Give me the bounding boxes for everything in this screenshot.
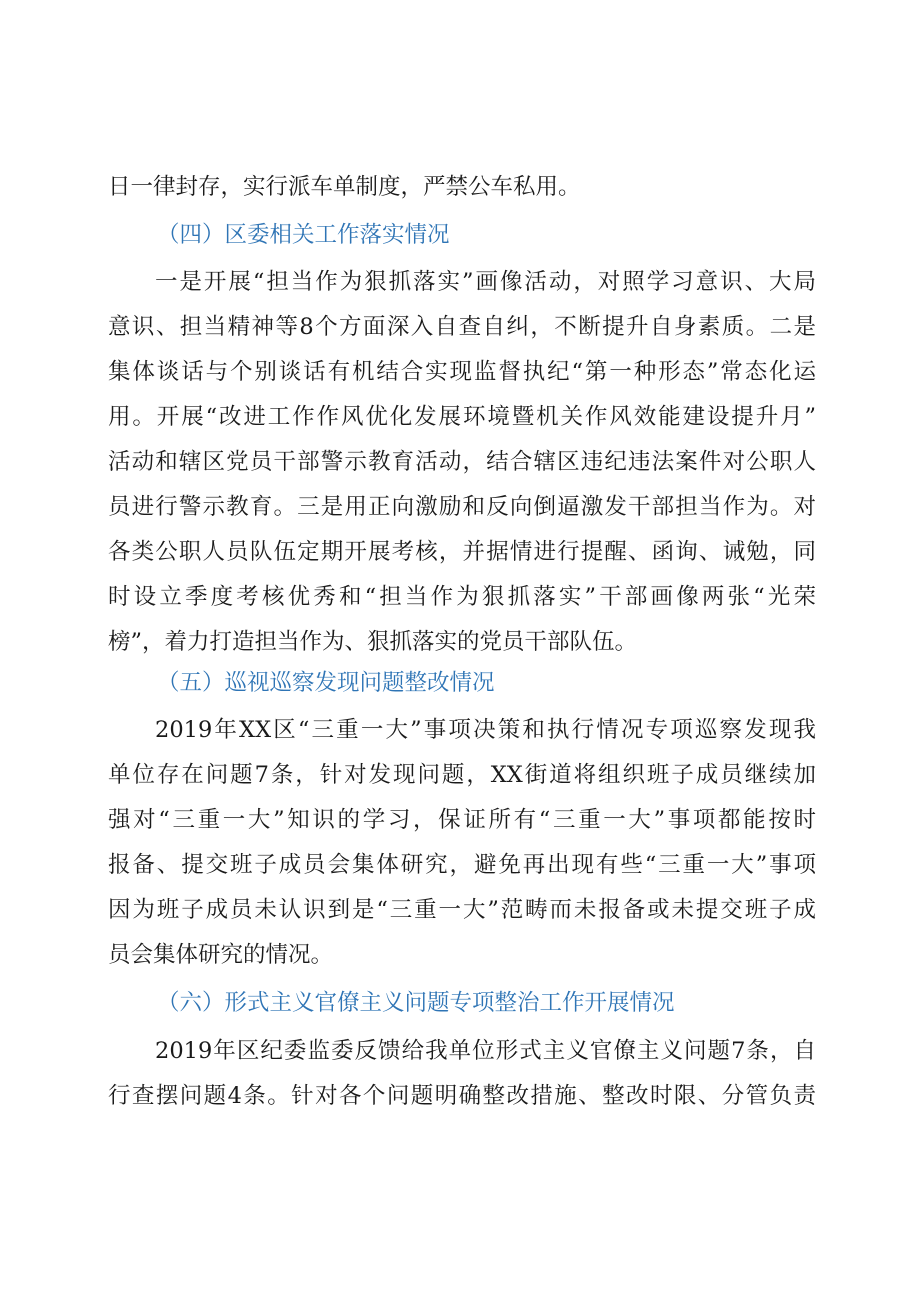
paragraph-line: 日一律封存，实行派车单制度，严禁公车私用。 xyxy=(108,174,581,200)
paragraph-line: 时设立季度考核优秀和“担当作为狠抓落实”干部画像两张“光荣 xyxy=(108,584,816,610)
paragraph-line: 意识、担当精神等8个方面深入自查自纠，不断提升自身素质。二是 xyxy=(108,314,816,340)
section-heading-6: （六）形式主义官僚主义问题专项整治工作开展情况 xyxy=(157,990,675,1016)
paragraph-line: 单位存在问题7条，针对发现问题，XX街道将组织班子成员继续加 xyxy=(108,762,816,788)
paragraph-line: 2019年区纪委监委反馈给我单位形式主义官僚主义问题7条，自 xyxy=(155,1038,816,1064)
paragraph-line: 2019年XX区“三重一大”事项决策和执行情况专项巡察发现我 xyxy=(155,717,816,743)
paragraph-line: 一是开展“担当作为狠抓落实”画像活动，对照学习意识、大局 xyxy=(155,269,816,295)
paragraph-line: 各类公职人员队伍定期开展考核，并据情进行提醒、函询、诫勉，同 xyxy=(108,539,816,565)
paragraph-line: 因为班子成员未认识到是“三重一大”范畴而未报备或未提交班子成 xyxy=(108,897,816,923)
paragraph-line: 榜”，着力打造担当作为、狠抓落实的党员干部队伍。 xyxy=(108,629,638,655)
paragraph-line: 员会集体研究的情况。 xyxy=(108,942,334,968)
paragraph-line: 用。开展“改进工作作风优化发展环境暨机关作风效能建设提升月” xyxy=(108,404,816,430)
section-heading-5: （五）巡视巡察发现问题整改情况 xyxy=(157,670,495,696)
paragraph-line: 集体谈话与个别谈话有机结合实现监督执纪“第一种形态”常态化运 xyxy=(108,359,816,385)
paragraph-line: 报备、提交班子成员会集体研究，避免再出现有些“三重一大”事项 xyxy=(108,852,816,878)
section-heading-4: （四）区委相关工作落实情况 xyxy=(157,222,450,248)
paragraph-line: 强对“三重一大”知识的学习，保证所有“三重一大”事项都能按时 xyxy=(108,807,816,833)
paragraph-line: 行查摆问题4条。针对各个问题明确整改措施、整改时限、分管负责 xyxy=(108,1083,816,1109)
paragraph-line: 活动和辖区党员干部警示教育活动，结合辖区违纪违法案件对公职人 xyxy=(108,449,816,475)
paragraph-line: 员进行警示教育。三是用正向激励和反向倒逼激发干部担当作为。对 xyxy=(108,494,816,520)
